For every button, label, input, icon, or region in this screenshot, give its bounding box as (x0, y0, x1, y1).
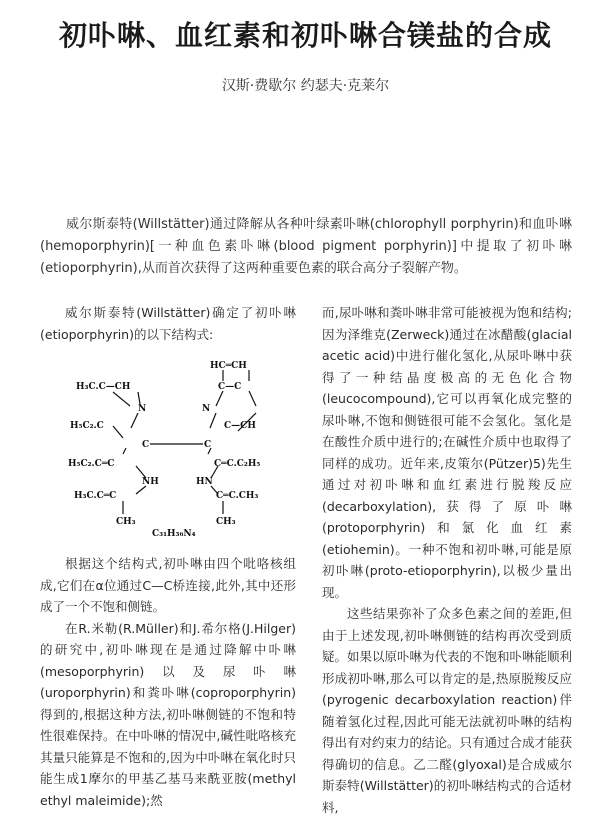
bond (131, 413, 138, 428)
left-column-intro (40, 302, 296, 345)
article-authors: 汉斯·费歇尔 约瑟夫·克莱尔 (221, 78, 390, 94)
bond (249, 391, 256, 406)
bond (136, 486, 146, 494)
atom-label: CH₃ (216, 517, 236, 527)
bond (123, 448, 126, 454)
molecular-formula: C₃₁H₃₆N₄ (152, 529, 196, 539)
atom-label: N (138, 404, 147, 414)
body-paragraph: 而,尿卟啉和粪卟啉非常可能被视为饱和结构;因为泽维克(Zerweck)通过在冰醋酸(glacial acetic acid)中进行催化氢化,从尿卟啉中获得了一种结晶度极高的无色化合物(leucocompound),它可以再氧化成完整的尿卟啉,不饱和侧链很可能不会氢化。氢化是在酸性介质中进行的;在碱性介质中也取得了同样的成功。近年来,皮策尔(Pützer)5)先生通过对初卟啉和血红素进行脱羧反应(decarboxylation),获得了原卟啉(protoporphyrin)和氯化血红素(etiohemin)。一种不饱和初卟啉,可能是原初卟啉(proto-etioporphyrin),以极少量出现。 (322, 305, 572, 600)
structural-formula-figure (66, 356, 286, 542)
intro-paragraph: 威尔斯泰特(Willstätter)确定了初卟啉(etioporphyrin)的以下结构式: (40, 305, 296, 342)
atom-label: HC═CH (210, 361, 247, 371)
atom-label: C═C.CH₃ (216, 491, 259, 501)
atom-label: H₃C.C═C (74, 491, 117, 501)
bond (113, 426, 123, 438)
atom-label: C═C.C₂H₅ (214, 459, 261, 469)
structural-formula-diagram (66, 356, 286, 542)
atom-label: H₃C.C—CH (76, 382, 131, 392)
abstract-text: 威尔斯泰特(Willstätter)通过降解从各种叶绿素卟啉(chlorophyll porphyrin)和血卟啉(hemoporphyrin)[一种血色素卟啉(blood pigment porphyrin)]中提取了初卟啉(etioporphyrin),从而首次获得了这两种重要色素的联合高分子裂解产物。 (40, 217, 572, 276)
body-paragraph: 这些结果弥补了众多色素之间的差距,但由于上述发现,初卟啉侧链的结构再次受到质疑。如果以原卟啉为代表的不饱和卟啉能顺利形成初卟啉,那么可以肯定的是,热原脱羧反应(pyrogenic decarboxylation reaction)伴随着氢化过程,因此可能无法就初卟啉的结构得出有对约束力的结论。只有通过合成才能获得确切的信息。乙二醛(glyoxal)是合成威尔斯泰特(Willstätter)的初卟啉结构式的合适材料, (322, 606, 573, 815)
right-column-body (322, 302, 572, 818)
atom-label: HN (196, 477, 213, 487)
atom-label: H₅C₂.C (70, 421, 104, 431)
atom-label: NH (142, 477, 159, 487)
atom-label: C—CH (224, 421, 256, 431)
atom-label: H₅C₂.C═C (68, 459, 115, 469)
article-title: 初卟啉、血红素和初卟啉合镁盐的合成 (58, 19, 552, 52)
body-paragraph: 在R.米勒(R.Müller)和J.希尔格(J.Hilger)的研究中,初卟啉现在是通过降解中卟啉(mesoporphyrin)以及尿卟啉(uroporphyrin)和粪卟啉(coproporphyrin)得到的,根据这种方法,初卟啉侧链的不饱和特性很难保持。在中卟啉的情况中,碱性吡咯核充其量只能算是不饱和的,因为中卟啉在氧化时只能生成1摩尔的甲基乙基马来酰亚胺(methyl ethyl maleimide);然 (40, 620, 296, 808)
atom-label: C (142, 440, 150, 450)
left-column-body (40, 553, 296, 811)
bond (138, 392, 140, 404)
bond (113, 392, 130, 406)
abstract (40, 214, 572, 280)
atom-label: C—C (218, 382, 242, 392)
atom-label: N (202, 404, 211, 414)
body-paragraph: 根据这个结构式,初卟啉由四个吡咯核组成,它们在α位通过C—C桥连接,此外,其中还形成了一个不饱和侧链。 (40, 556, 296, 614)
bond (210, 413, 216, 428)
bond (216, 391, 223, 406)
atom-label: C (204, 440, 212, 450)
atom-label: CH₃ (116, 517, 136, 527)
